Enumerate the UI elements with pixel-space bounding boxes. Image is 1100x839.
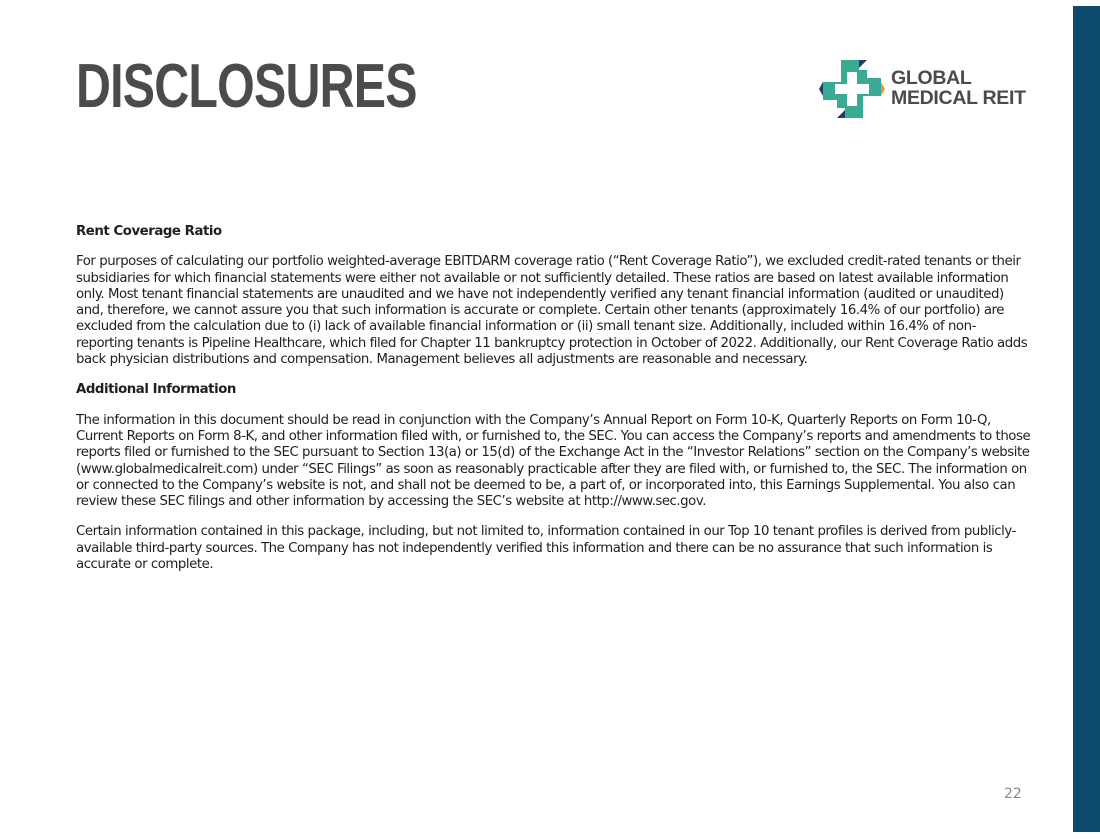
paragraph: For purposes of calculating our portfolio weighted-average EBITDARM coverage ratio (“Rent Coverage Ratio”), we excluded credit-rated tenants or their subsidiaries for which financial statements were either not available or not sufficiently detailed. These ratios are based on latest available information only. Most tenant financial statements are unaudited and we have not independently verified any tenant financial information (audited or unaudited) and, therefore, we cannot assure you that such information is accurate or complete. Certain other tenants (approximately 16.4% of our portfolio) are excluded from the calculation due to (i) lack of available financial information or (ii) small tenant size. Additionally, included within 16.4% of non-reporting tenants is Pipeline Healthcare, which filed for Chapter 11 bankruptcy protection in October of 2022. Additionally, our Rent Coverage Ratio adds back physician distributions and compensation. Management believes all adjustments are reasonable and necessary. xyxy=(76,254,1028,368)
accent-side-bar xyxy=(1073,6,1100,832)
section-heading: Rent Coverage Ratio xyxy=(76,224,222,239)
logo-wordmark xyxy=(891,68,1026,108)
section-heading: Additional Information xyxy=(76,382,236,398)
section-rent-coverage-ratio xyxy=(76,224,1031,368)
paragraph: The information in this document should be read in conjunction with the Company’s Annual Report on Form 10-K, Quarterly Reports on Form 10-Q, Current Reports on Form 8-K, and other information filed with, or furnished to, the SEC. You can access the Company’s reports and amendments to those reports filed or furnished to the SEC pursuant to Section 13(a) or 15(d) of the Exchange Act in the “Investor Relations” section on the Company’s website (www.globalmedicalreit.com) under “SEC Filings” as soon as reasonably practicable after they are filed with, or furnished to, the SEC. The information on or connected to the Company’s website is not, and shall not be deemed to be, a part of, or incorporated into, this Earnings Supplemental. You also can review these SEC filings and other information by accessing the SEC’s website at http://www.sec.gov. xyxy=(76,412,1031,510)
global-medical-reit-pinwheel-cross-icon xyxy=(819,56,885,122)
section-additional-information xyxy=(76,382,1031,573)
page-title: DISCLOSURES xyxy=(76,52,417,121)
page-number: 22 xyxy=(1004,786,1022,802)
company-logo xyxy=(819,56,1029,124)
logo-text-line2: MEDICAL REIT xyxy=(891,87,1026,109)
paragraph: Certain information contained in this package, including, but not limited to, information contained in our Top 10 tenant profiles is derived from publicly-available third-party sources. The Company has not independently verified this information and there can be no assurance that such information is accurate or complete. xyxy=(76,524,1016,573)
logo-text-line1: GLOBAL xyxy=(891,67,972,89)
disclosures-content xyxy=(76,224,1031,587)
